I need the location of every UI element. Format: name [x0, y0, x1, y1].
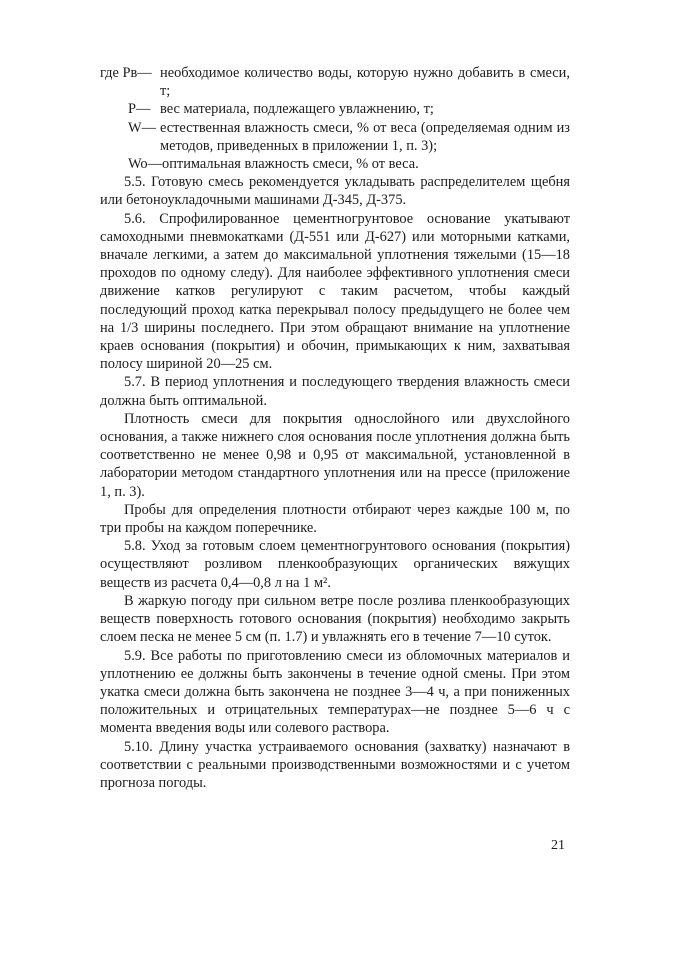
paragraph-hot-weather: В жаркую погоду при сильном ветре после розлива пленкообразующих веществ поверхность готового основания (покрытия) необходимо закрыть слоем песка не менее 5 см (п. 1.7) и увлажнять его в течение 7—10 суток. — [100, 592, 570, 646]
definition-text: естественная влажность смеси, % от веса (определяемая одним из методов, приведенных в приложении 1, п. 3); — [160, 119, 570, 154]
paragraph-5-8: 5.8. Уход за готовым слоем цементногрунтового основания (покрытия) осуществляют розливом пленкообразующих органических вяжущих веществ из расчета 0,4—0,8 л на 1 м². — [100, 538, 570, 591]
paragraph-samples: Пробы для определения плотности отбирают через каждые 100 м, по три пробы на каждом поперечнике. — [100, 501, 570, 537]
variable-definitions — [100, 64, 570, 173]
definition-text: необходимое количество воды, которую нужно добавить в смеси, т; — [160, 65, 570, 100]
page-number: 21 — [551, 838, 565, 853]
paragraph-5-5: 5.5. Готовую смесь рекомендуется укладывать распределителем щебня или бетоноукладочными машинами Д-345, Д-375. — [100, 174, 570, 209]
definition-symbol: Wo— — [128, 156, 163, 173]
definition-item — [100, 100, 570, 118]
definition-item — [100, 64, 570, 100]
paragraph-5-10: 5.10. Длину участка устраиваемого основания (захватку) назначают в соответствии с реальными производственными возможностями и с учетом прогноза погоды. — [100, 738, 570, 791]
paragraph-5-9: 5.9. Все работы по приготовлению смеси из обломочных материалов и уплотнению ее должны быть закончены в течение одной смены. При этом укатка смеси должна быть закончена не позднее 3—4 ч, а при пониженных положительных и отрицательных температурах—не позднее 5—6 ч с момента введения воды или солевого раствора. — [100, 647, 570, 737]
definition-text: вес материала, подлежащего увлажнению, т; — [160, 101, 434, 118]
definition-item — [100, 119, 570, 155]
paragraph-5-7: 5.7. В период уплотнения и последующего твердения влажность смеси должна быть оптимальной. — [100, 374, 570, 409]
text-column — [100, 64, 570, 792]
paragraph-5-6: 5.6. Спрофилированное цементногрунтовое основание укатывают самоходными пневмокатками (Д-551 или Д-627) или моторными катками, вначале легкими, а затем до максимальной уплотнения тяжелыми (15—18 проходов по одному следу). Для наиболее эффективного уплотнения смеси движение катков регулируют с таким расчетом, чтобы каждый последующий проход катка перекрывал полосу предыдущего не более чем на 1/3 ширины последнего. При этом обращают внимание на уплотнение краев основания (покрытия) и обочин, примыкающих к ним, захватывая полосу шириной 20—25 см. — [100, 210, 570, 373]
definition-symbol: P— — [128, 101, 151, 118]
definition-text: оптимальная влажность смеси, % от веса. — [162, 156, 419, 173]
paragraph-density: Плотность смеси для покрытия однослойного или двухслойного основания, а также нижнего слоя основания после уплотнения должна быть соответственно не менее 0,98 и 0,95 от максимальной, установленной в лаборатории методом стандартного уплотнения или на прессе (приложение 1, п. 3). — [100, 410, 570, 500]
definition-symbol: где Pв— — [100, 65, 152, 81]
definition-item — [100, 155, 570, 173]
definition-symbol: W— — [128, 119, 156, 136]
